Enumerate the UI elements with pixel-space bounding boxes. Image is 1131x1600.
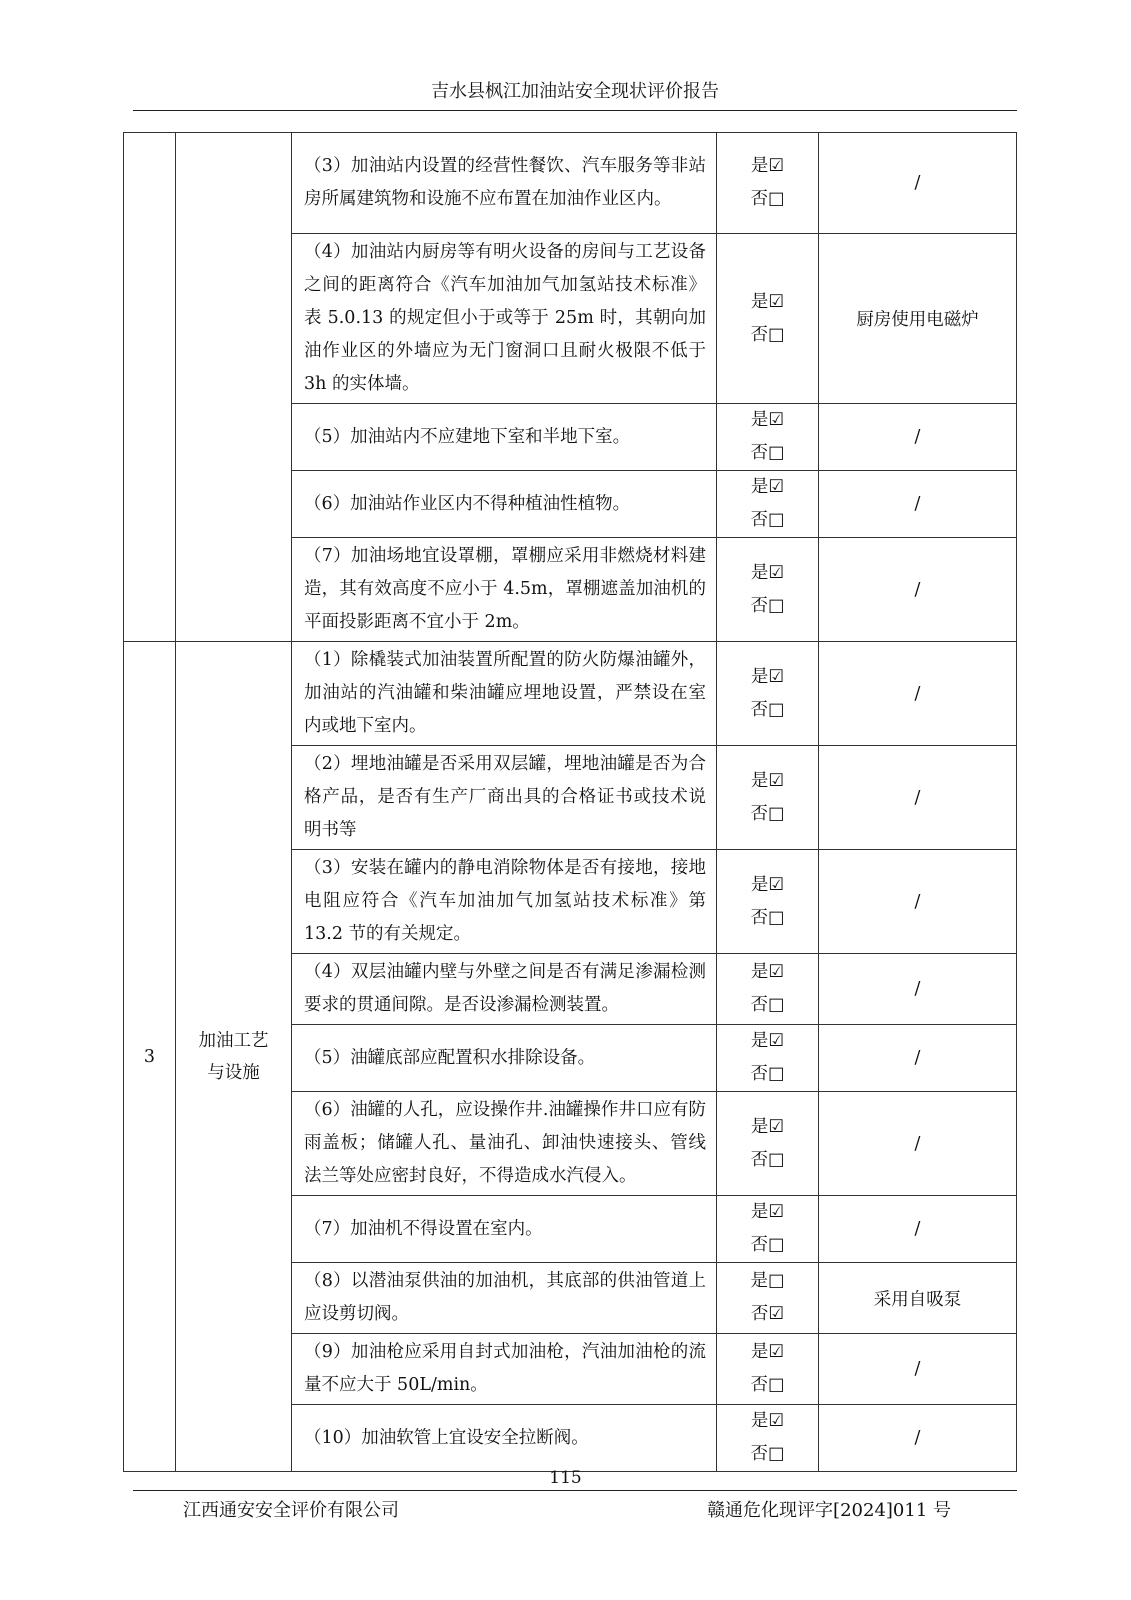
section-number-cell: 3 (124, 642, 176, 1472)
footer-divider (133, 1490, 1017, 1491)
result-no: 否□ (750, 995, 785, 1015)
item-cell: （4）双层油罐内壁与外壁之间是否有满足渗漏检测要求的贯通间隙。是否设渗漏检测装置。 (292, 954, 717, 1025)
table-row (124, 133, 1017, 234)
remark-cell: / (819, 850, 1017, 954)
result-yes: 是☑ (750, 1116, 785, 1137)
result-yes: 是☑ (750, 156, 785, 176)
remark-cell: / (819, 1405, 1017, 1472)
result-cell (717, 1196, 819, 1263)
evaluation-table (123, 132, 1017, 1472)
report-title: 吉水县枫江加油站安全现状评价报告 (431, 81, 719, 102)
remark-cell: / (819, 1092, 1017, 1196)
result-yes: 是☑ (750, 962, 785, 982)
item-cell: （6）加油站作业区内不得种植油性植物。 (292, 471, 717, 538)
result-yes: 是☑ (750, 666, 785, 687)
result-cell (717, 954, 819, 1025)
result-no: 否□ (750, 510, 785, 530)
remark-cell: / (819, 642, 1017, 746)
item-cell: （7）加油场地宜设罩棚，罩棚应采用非燃烧材料建造，其有效高度不应小于 4.5m，罩棚遮盖加油机的平面投影距离不宜小于 2m。 (292, 538, 717, 642)
item-cell: （3）安装在罐内的静电消除物体是否有接地，接地电阻应符合《汽车加油加气加氢站技术标准》第 13.2 节的有关规定。 (292, 850, 717, 954)
item-cell: （10）加油软管上宜设安全拉断阀。 (292, 1405, 717, 1472)
category-cell (176, 642, 292, 1472)
result-no: 否□ (750, 1375, 785, 1395)
result-no: 否□ (750, 907, 785, 928)
result-cell (717, 1263, 819, 1334)
remark-cell: / (819, 746, 1017, 850)
result-yes: 是☑ (750, 410, 785, 430)
remark-cell: / (819, 1334, 1017, 1405)
result-cell (717, 850, 819, 954)
result-yes: 是☑ (750, 1031, 785, 1051)
result-cell (717, 1405, 819, 1472)
item-cell: （9）加油枪应采用自封式加油枪，汽油加油枪的流量不应大于 50L/min。 (292, 1334, 717, 1405)
item-cell: （1）除橇装式加油装置所配置的防火防爆油罐外，加油站的汽油罐和柴油罐应埋地设置，严禁设在室内或地下室内。 (292, 642, 717, 746)
result-cell (717, 234, 819, 404)
item-cell: （8）以潜油泵供油的加油机，其底部的供油管道上应设剪切阀。 (292, 1263, 717, 1334)
result-cell (717, 133, 819, 234)
result-cell (717, 1334, 819, 1405)
result-yes: 是☑ (750, 770, 785, 791)
item-cell: （2）埋地油罐是否采用双层罐，埋地油罐是否为合格产品，是否有生产厂商出具的合格证书或技术说明书等 (292, 746, 717, 850)
category-line: 与设施 (207, 1062, 260, 1083)
result-cell (717, 1025, 819, 1092)
result-yes: 是☑ (750, 1411, 785, 1431)
remark-cell: 厨房使用电磁炉 (819, 234, 1017, 404)
remark-cell: / (819, 1196, 1017, 1263)
category-line: 加油工艺 (198, 1030, 269, 1051)
item-cell: （5）油罐底部应配置积水排除设备。 (292, 1025, 717, 1092)
page-number: 115 (549, 1468, 582, 1488)
result-no: 否□ (750, 324, 785, 345)
result-no: 否☑ (750, 1304, 785, 1324)
remark-cell: / (819, 471, 1017, 538)
result-no: 否□ (750, 1149, 785, 1170)
result-cell (717, 1092, 819, 1196)
result-no: 否□ (750, 803, 785, 824)
result-yes: 是☑ (750, 874, 785, 895)
result-no: 否□ (750, 595, 785, 616)
item-cell: （7）加油机不得设置在室内。 (292, 1196, 717, 1263)
footer-report-number: 赣通危化现评字[2024]011 号 (707, 1500, 951, 1521)
item-cell: （3）加油站内设置的经营性餐饮、汽车服务等非站房所属建筑物和设施不应布置在加油作业区内。 (292, 133, 717, 234)
result-no: 否□ (750, 1235, 785, 1255)
result-yes: 是☑ (750, 291, 785, 312)
remark-cell: / (819, 404, 1017, 471)
result-yes: 是☑ (750, 477, 785, 497)
remark-cell: / (819, 133, 1017, 234)
result-no: 否□ (750, 1444, 785, 1464)
result-cell (717, 538, 819, 642)
result-no: 否□ (750, 699, 785, 720)
remark-cell: / (819, 954, 1017, 1025)
result-yes: 是☑ (750, 1202, 785, 1222)
category-cell (176, 133, 292, 642)
remark-cell: / (819, 538, 1017, 642)
result-cell (717, 404, 819, 471)
result-cell (717, 746, 819, 850)
item-cell: （4）加油站内厨房等有明火设备的房间与工艺设备之间的距离符合《汽车加油加气加氢站技术标准》表 5.0.13 的规定但小于或等于 25m 时，其朝向加油作业区的外墙应为无门窗洞口且耐火极限不低于 3h 的实体墙。 (292, 234, 717, 404)
item-cell: （5）加油站内不应建地下室和半地下室。 (292, 404, 717, 471)
result-yes: 是☑ (750, 562, 785, 583)
result-no: 否□ (750, 1064, 785, 1084)
result-cell (717, 642, 819, 746)
result-no: 否□ (750, 189, 785, 209)
result-yes: 是□ (750, 1271, 785, 1291)
result-cell (717, 471, 819, 538)
remark-cell: 采用自吸泵 (819, 1263, 1017, 1334)
item-cell: （6）油罐的人孔，应设操作井.油罐操作井口应有防雨盖板；储罐人孔、量油孔、卸油快速接头、管线法兰等处应密封良好，不得造成水汽侵入。 (292, 1092, 717, 1196)
table-row (124, 642, 1017, 746)
footer-company: 江西通安安全评价有限公司 (183, 1500, 399, 1521)
result-yes: 是☑ (750, 1342, 785, 1362)
section-number-cell (124, 133, 176, 642)
remark-cell: / (819, 1025, 1017, 1092)
result-no: 否□ (750, 443, 785, 463)
page-header (133, 80, 1017, 111)
